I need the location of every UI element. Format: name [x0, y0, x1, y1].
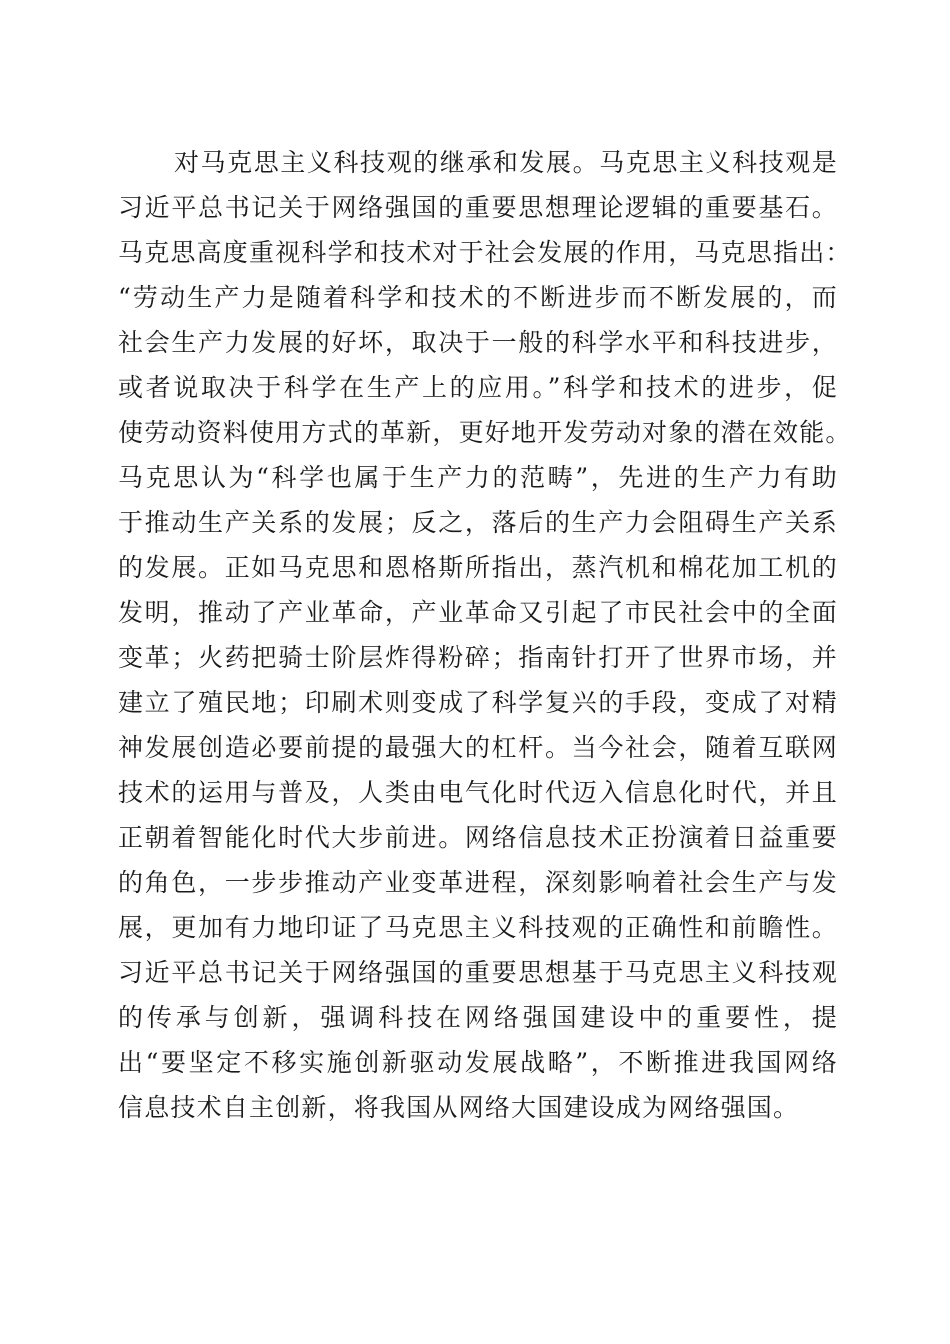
paragraph-line: 神发展创造必要前提的最强大的杠杆。当今社会，随着互联网	[118, 733, 838, 762]
paragraph-line: 马克思认为“科学也属于生产力的范畴”，先进的生产力有助	[118, 463, 838, 492]
paragraph-line: 的发展。正如马克思和恩格斯所指出，蒸汽机和棉花加工机的	[118, 553, 838, 582]
paragraph-line: 出“要坚定不移实施创新驱动发展战略”，不断推进我国网络	[118, 1048, 838, 1077]
paragraph-line: 变革；火药把骑士阶层炸得粉碎；指南针打开了世界市场，并	[118, 643, 838, 672]
paragraph-line: 的传承与创新，强调科技在网络强国建设中的重要性，提	[118, 1003, 838, 1032]
paragraph-line: 展，更加有力地印证了马克思主义科技观的正确性和前瞻性。	[118, 913, 838, 942]
paragraph-line: 习近平总书记关于网络强国的重要思想理论逻辑的重要基石。	[118, 193, 838, 222]
paragraph-line: 于推动生产关系的发展；反之，落后的生产力会阻碍生产关系	[118, 508, 838, 537]
body-paragraph	[118, 140, 852, 1130]
paragraph-line: 使劳动资料使用方式的革新，更好地开发劳动对象的潜在效能。	[118, 418, 852, 447]
paragraph-line: 或者说取决于科学在生产上的应用。”科学和技术的进步，促	[118, 373, 838, 402]
paragraph-line: 的角色，一步步推动产业变革进程，深刻影响着社会生产与发	[118, 868, 838, 897]
paragraph-line: 马克思高度重视科学和技术对于社会发展的作用，马克思指出：	[118, 238, 852, 267]
paragraph-line: “劳动生产力是随着科学和技术的不断进步而不断发展的，而	[118, 283, 838, 312]
paragraph-line-last: 信息技术自主创新，将我国从网络大国建设成为网络强国。	[118, 1093, 800, 1122]
paragraph-line: 对马克思主义科技观的继承和发展。马克思主义科技观是	[174, 148, 838, 177]
paragraph-line: 发明，推动了产业革命，产业革命又引起了市民社会中的全面	[118, 598, 838, 627]
paragraph-line: 技术的运用与普及，人类由电气化时代迈入信息化时代，并且	[118, 778, 838, 807]
paragraph-line: 建立了殖民地；印刷术则变成了科学复兴的手段，变成了对精	[118, 688, 838, 717]
paragraph-line: 正朝着智能化时代大步前进。网络信息技术正扮演着日益重要	[118, 823, 838, 852]
paragraph-line: 社会生产力发展的好坏，取决于一般的科学水平和科技进步，	[118, 328, 838, 357]
paragraph-line: 习近平总书记关于网络强国的重要思想基于马克思主义科技观	[118, 958, 838, 987]
